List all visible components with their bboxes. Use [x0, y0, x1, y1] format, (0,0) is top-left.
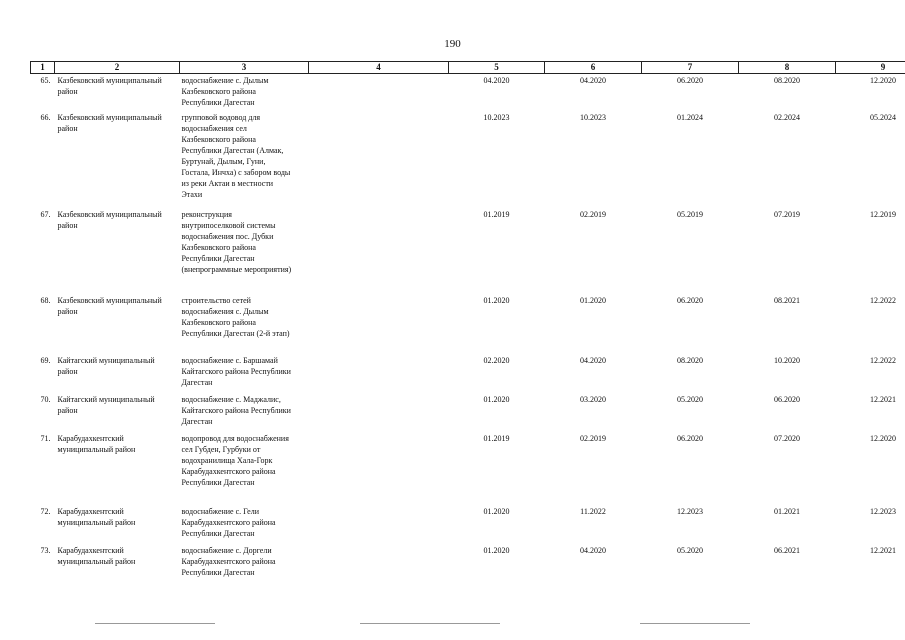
header-col-6: 6	[545, 62, 642, 74]
date-col9: 12.2023	[870, 506, 896, 516]
object-cell: водоснабжение с. Гели Карабудахкентского района Республики Дагестан	[181, 506, 276, 538]
header-col-1: 1	[31, 62, 55, 74]
date-col7: 05.2020	[677, 545, 703, 555]
municipality-cell: Кайтагский муниципальный район	[57, 355, 155, 376]
scan-artifact-line	[95, 623, 215, 624]
date-col6: 10.2023	[580, 112, 606, 122]
row-number: 67.	[40, 209, 51, 219]
col4-cell	[309, 354, 449, 393]
table-row	[31, 111, 905, 208]
date-col5: 01.2020	[483, 394, 510, 404]
header-col-2: 2	[55, 62, 180, 74]
table-row	[31, 432, 905, 505]
date-col5: 10.2023	[483, 112, 510, 122]
table-row	[31, 208, 905, 294]
date-col8: 07.2020	[774, 433, 800, 443]
date-col8: 01.2021	[774, 506, 800, 516]
object-cell: водоснабжение с. Дылым Казбековского района Республики Дагестан	[181, 76, 269, 107]
col4-cell	[309, 544, 449, 583]
row-number: 72.	[40, 506, 51, 516]
table-row	[31, 393, 905, 432]
municipality-cell: Казбековский муниципальный район	[57, 209, 162, 230]
header-col-3: 3	[180, 62, 309, 74]
municipality-cell: Карабудахкентский муниципальный район	[57, 433, 136, 454]
date-col6: 11.2022	[580, 506, 606, 516]
row-number: 66.	[40, 112, 51, 122]
header-row	[31, 62, 905, 74]
date-col9: 12.2022	[870, 355, 896, 365]
date-col6: 02.2019	[580, 433, 606, 443]
table-row	[31, 74, 905, 111]
date-col8: 06.2021	[774, 545, 800, 555]
header-col-9: 9	[836, 62, 905, 74]
investment-table	[30, 61, 905, 583]
municipality-cell: Кайтагский муниципальный район	[57, 394, 155, 415]
date-col5: 01.2019	[483, 209, 510, 219]
date-col9: 12.2021	[870, 394, 896, 404]
scan-artifact-line	[640, 623, 750, 624]
table-row	[31, 505, 905, 544]
table-row	[31, 294, 905, 354]
date-col6: 04.2020	[580, 545, 606, 555]
date-col8: 02.2024	[774, 112, 800, 122]
object-cell: водоснабжение с. Доргели Карабудахкентского района Республики Дагестан	[181, 545, 276, 577]
date-col5: 01.2020	[483, 506, 510, 516]
col4-cell	[309, 432, 449, 505]
table-row	[31, 544, 905, 583]
date-col7: 01.2024	[677, 112, 703, 122]
date-col9: 12.2020	[870, 433, 896, 443]
row-number: 70.	[40, 394, 51, 404]
date-col8: 08.2021	[774, 295, 800, 305]
date-col6: 04.2020	[580, 355, 606, 365]
date-col5: 01.2020	[483, 295, 510, 305]
col4-cell	[309, 74, 449, 111]
header-col-7: 7	[642, 62, 739, 74]
date-col7: 08.2020	[677, 355, 703, 365]
row-number: 71.	[40, 433, 51, 443]
col4-cell	[309, 208, 449, 294]
date-col6: 04.2020	[580, 76, 606, 85]
object-cell: водопровод для водоснабжения сел Губден, Гурбуки от водохранилища Хала-Горк Карабудахкентского района Республики Дагестан	[181, 433, 289, 487]
date-col7: 05.2020	[677, 394, 703, 404]
date-col5: 02.2020	[483, 355, 510, 365]
col4-cell	[309, 111, 449, 208]
date-col5: 04.2020	[483, 76, 510, 85]
header-col-4: 4	[309, 62, 449, 74]
date-col7: 05.2019	[677, 209, 703, 219]
date-col7: 06.2020	[677, 295, 703, 305]
date-col8: 08.2020	[774, 76, 800, 85]
row-number: 68.	[40, 295, 51, 305]
object-cell: строительство сетей водоснабжения с. Дылым Казбековского района Республики Дагестан (2-й этап)	[181, 295, 290, 338]
date-col6: 01.2020	[580, 295, 606, 305]
date-col9: 12.2019	[870, 209, 896, 219]
municipality-cell: Казбековский муниципальный район	[57, 112, 162, 133]
date-col8: 10.2020	[774, 355, 800, 365]
municipality-cell: Казбековский муниципальный район	[57, 76, 162, 96]
col4-cell	[309, 294, 449, 354]
header-col-5: 5	[449, 62, 545, 74]
row-number: 65.	[40, 76, 51, 85]
date-col5: 01.2019	[483, 433, 510, 443]
date-col8: 06.2020	[774, 394, 800, 404]
object-cell: групповой водовод для водоснабжения сел Казбековского района Республики Дагестан (Алмак, Буртунай, Дылым, Гуни, Гостала, Инчха) с забором воды из реки Актаи в местности Этахи	[181, 112, 291, 199]
object-cell: водоснабжение с. Маджалис, Кайтагского района Республики Дагестан	[181, 394, 291, 426]
date-col8: 07.2019	[774, 209, 800, 219]
date-col9: 12.2020	[870, 76, 896, 85]
date-col7: 12.2023	[677, 506, 703, 516]
header-col-8: 8	[739, 62, 836, 74]
scan-artifact-line	[360, 623, 500, 624]
object-cell: водоснабжение с. Баршамай Кайтагского района Республики Дагестан	[181, 355, 291, 387]
date-col7: 06.2020	[677, 433, 703, 443]
date-col9: 05.2024	[870, 112, 896, 122]
page-number: 190	[444, 38, 461, 50]
municipality-cell: Карабудахкентский муниципальный район	[57, 506, 136, 527]
municipality-cell: Казбековский муниципальный район	[57, 295, 162, 316]
municipality-cell: Карабудахкентский муниципальный район	[57, 545, 136, 566]
date-col5: 01.2020	[483, 545, 510, 555]
table-row	[31, 354, 905, 393]
date-col9: 12.2021	[870, 545, 896, 555]
col4-cell	[309, 393, 449, 432]
date-col9: 12.2022	[870, 295, 896, 305]
date-col7: 06.2020	[677, 76, 703, 85]
date-col6: 02.2019	[580, 209, 606, 219]
date-col6: 03.2020	[580, 394, 606, 404]
object-cell: реконструкция внутрипоселковой системы водоснабжения пос. Дубки Казбековского района Республики Дагестан (внепрограммные мероприятия)	[181, 209, 292, 274]
row-number: 73.	[40, 545, 51, 555]
row-number: 69.	[40, 355, 51, 365]
col4-cell	[309, 505, 449, 544]
